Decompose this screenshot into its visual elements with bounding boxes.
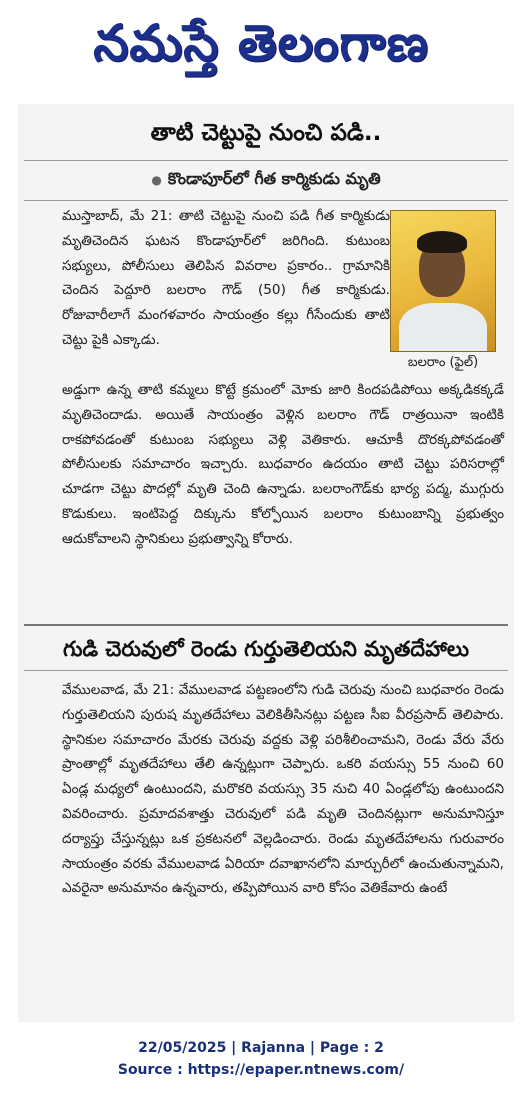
article1-headline: తాటి చెట్టుపై నుంచి పడి.. <box>150 120 382 146</box>
article-divider <box>24 624 508 626</box>
divider <box>24 160 508 161</box>
divider <box>24 670 508 671</box>
footer-source: Source : https://epaper.ntnews.com/ <box>117 1062 405 1078</box>
footer-date-page: 22/05/2025 | Rajanna | Page : 2 <box>138 1040 384 1056</box>
newspaper-masthead: నమస్తే తెలంగాణ <box>93 14 429 72</box>
article1-body-top: ముస్తాబాద్, మే 21: తాటి చెట్టుపై నుంచి పడి గీత కార్మికుడు మృతిచెందిన ఘటన కొండాపూర్‌లో జరిగింది. కుటుంబ సభ్యులు, పోలీసులు తెలిపిన వివరాల ప్రకారం.. గ్రామానికి చెందిన పెద్దూరి బలరాం గౌడ్ (50) గీత కార్మికుడు. రోజువారీలాగే మంగళవారం సాయంత్రం కల్లు గీసేందుకు తాటి చెట్టు పైకి ఎక్కాడు. <box>62 208 390 348</box>
article1-body-rest: అడ్డుగా ఉన్న తాటి కమ్మలు కొట్టే క్రమంలో మోకు జారి కిందపడిపోయి అక్కడికక్కడే మృతిచెందాడు. అయితే సాయంత్రం వెళ్లిన బలరాం గౌడ్ రాత్రయినా ఇంటికి రాకపోవడంతో కుటుంబ సభ్యులు వెళ్లి వెతికారు. ఆచూకీ దొరక్కపోవడంతో పోలీసులకు సమాచారం ఇచ్చారు. బుధవారం ఉదయం తాటి చెట్టు పరిసరాల్లో చూడగా చెట్టు పొదల్లో మృతి చెంది ఉన్నాడు. బలరాంగౌడ్‌కు భార్య పద్మ, ముగ్గురు కొడుకులు. ఇంటిపెద్ద దిక్కును కోల్పోయిన బలరాం కుటుంబాన్ని ప్రభుత్వం ఆదుకోవాలని స్థానికులు ప్రభుత్వాన్ని కోరారు. <box>62 382 504 547</box>
photo-shirt <box>399 303 487 352</box>
balaram-photo <box>390 210 496 352</box>
article1-subhead-text: కొండాపూర్‌లో గీత కార్మికుడు మృతి <box>167 169 381 188</box>
news-clipping <box>18 104 514 1022</box>
article2-body: వేములవాడ, మే 21: వేములవాడ పట్టణంలోని గుడి చెరువు నుంచి బుధవారం రెండు గుర్తుతెలియని పురుష మృతదేహాలు వెలికితీసినట్లు పట్టణ సీఐ వీరప్రసాద్ తెలిపారు. స్థానికుల సమాచారం మేరకు చెరువు వద్దకు వెళ్లి పరిశీలించామని, రెండు వేరు వేరు ప్రాంతాల్లో మృతదేహాలు తేలి ఉన్నట్లుగా చెప్పారు. ఒకరి వయస్సు 55 నుంచి 60 ఏండ్ల మధ్యలో ఉంటుందని, మరొకరి వయస్సు 35 నుచి 40 ఏండ్లలోపు ఉంటుందని వివరించారు. ప్రమాదవశాత్తు చెరువులో పడి మృతి చెందినట్లుగా అనుమానిస్తూ దర్యాప్తు చేస్తున్నట్లు ఒక ప్రకటనలో వెల్లడించారు. రెండు మృతదేహాలను గురువారం సాయంత్రం వరకు వేములవాడ ఏరియా దవాఖానలోని మార్చురీలో ఉంచుతున్నామని, ఎవరైనా అనుమానం ఉన్నవారు, తప్పిపోయిన వారి కోసం వెతికేవారు ఉంటే <box>62 682 504 897</box>
article1-subhead <box>18 168 514 191</box>
divider <box>24 200 508 201</box>
article2-headline: గుడి చెరువులో రెండు గుర్తుతెలియని మృతదేహాలు <box>63 637 469 661</box>
photo-caption: బలరాం (ఫైల్) <box>407 355 479 370</box>
photo-hair <box>417 231 467 253</box>
bullet-icon: ● <box>151 172 162 187</box>
